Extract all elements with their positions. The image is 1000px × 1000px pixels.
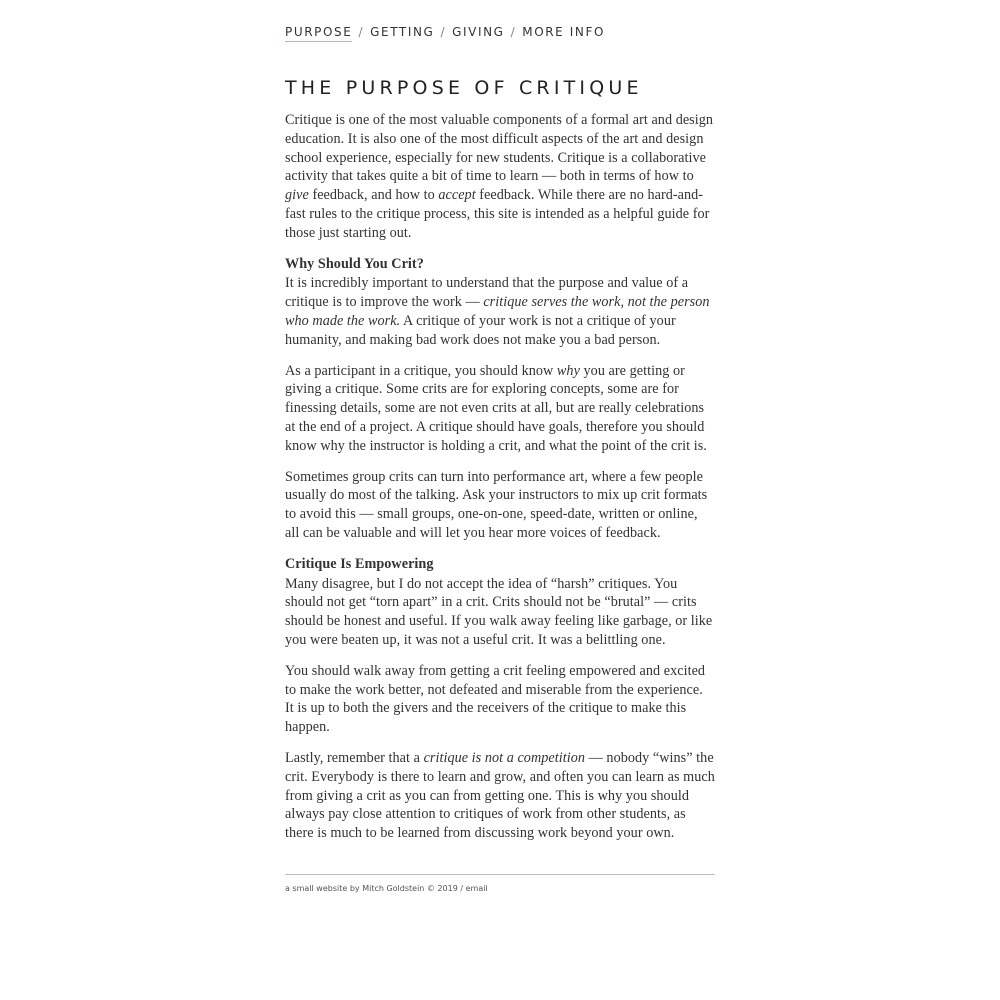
nav-separator: /	[510, 25, 517, 39]
footer-separator: /	[460, 884, 464, 893]
page-title: THE PURPOSE OF CRITIQUE	[285, 77, 643, 99]
paragraph: You should walk away from getting a crit feeling empowered and excited to make the work better, not defeated and miserable from the experience. It is up to both the givers and the receivers of the critique to make this happen.	[285, 662, 706, 736]
email-link[interactable]: email	[465, 884, 488, 893]
text-run: As a participant in a critique, you should know	[285, 362, 557, 379]
paragraph: Many disagree, but I do not accept the idea of “harsh” critiques. You should not get “torn apart” in a crit. Crits should not be “brutal” — crits should be honest and useful. If you walk away feeling like garbage, or like you were beaten up, it was not a useful crit. It was a belittling one.	[285, 575, 713, 648]
intro-paragraph	[285, 111, 715, 243]
text-run: Critique is one of the most valuable components of a formal art and design education. It is also one of the most difficult aspects of the art and design school experience, especially for new students. Critique is a collaborative activity that takes quite a bit of time to learn — both in terms of how to	[285, 112, 714, 185]
emphasis: give	[285, 187, 309, 204]
text-run: — nobody “wins” the crit. Everybody is there to learn and grow, and often you can learn as much from giving a crit as you can from getting one. This is why you should always pay close attention to critiques of work from other students, as there is much to be learned from discussing work beyond your own.	[285, 749, 715, 842]
nav-item-purpose[interactable]: PURPOSE	[285, 25, 352, 42]
emphasis: why	[556, 362, 580, 379]
text-run: Lastly, remember that a	[285, 749, 424, 766]
section-heading-why-crit: Why Should You Crit?	[285, 255, 424, 272]
top-nav	[285, 25, 605, 39]
text-run: you are getting or giving a critique. Some crits are for exploring concepts, some are for finessing details, some are not even crits at all, but are really celebrations at the end of a project. A critique should have goals, therefore you should know why the instructor is holding a crit, and what the point of the crit is.	[285, 362, 707, 454]
nav-separator: /	[358, 25, 365, 39]
emphasis: accept	[438, 187, 476, 204]
nav-item-getting[interactable]: GETTING	[370, 25, 435, 39]
section-heading-empowering: Critique Is Empowering	[285, 555, 434, 572]
nav-separator: /	[440, 25, 447, 39]
paragraph	[285, 274, 715, 349]
footer	[285, 874, 715, 893]
paragraph	[285, 749, 715, 843]
text-run: A critique of your work is not a critique of your humanity, and making bad work does not make you a bad person.	[285, 312, 676, 348]
text-run: It is incredibly important to understand that the purpose and value of a critique is to improve the work —	[285, 275, 689, 311]
footer-credit: a small website by Mitch Goldstein © 2019	[285, 884, 458, 893]
emphasis: critique serves the work, not the person who made the work.	[285, 294, 710, 329]
emphasis: critique is not a competition	[423, 749, 585, 766]
article-body	[285, 111, 715, 855]
text-run: feedback. While there are no hard-and-fast rules to the critique process, this site is intended as a helpful guide for those just starting out.	[285, 187, 710, 241]
paragraph: Sometimes group crits can turn into performance art, where a few people usually do most of the talking. Ask your instructors to mix up crit formats to avoid this — small groups, one-on-one, speed-date, written or online, all can be valuable and will let you hear more voices of feedback.	[285, 468, 708, 541]
paragraph	[285, 362, 715, 456]
nav-item-giving[interactable]: GIVING	[452, 25, 505, 39]
nav-item-more-info[interactable]: MORE INFO	[522, 25, 606, 39]
text-run: feedback, and how to	[308, 187, 439, 204]
